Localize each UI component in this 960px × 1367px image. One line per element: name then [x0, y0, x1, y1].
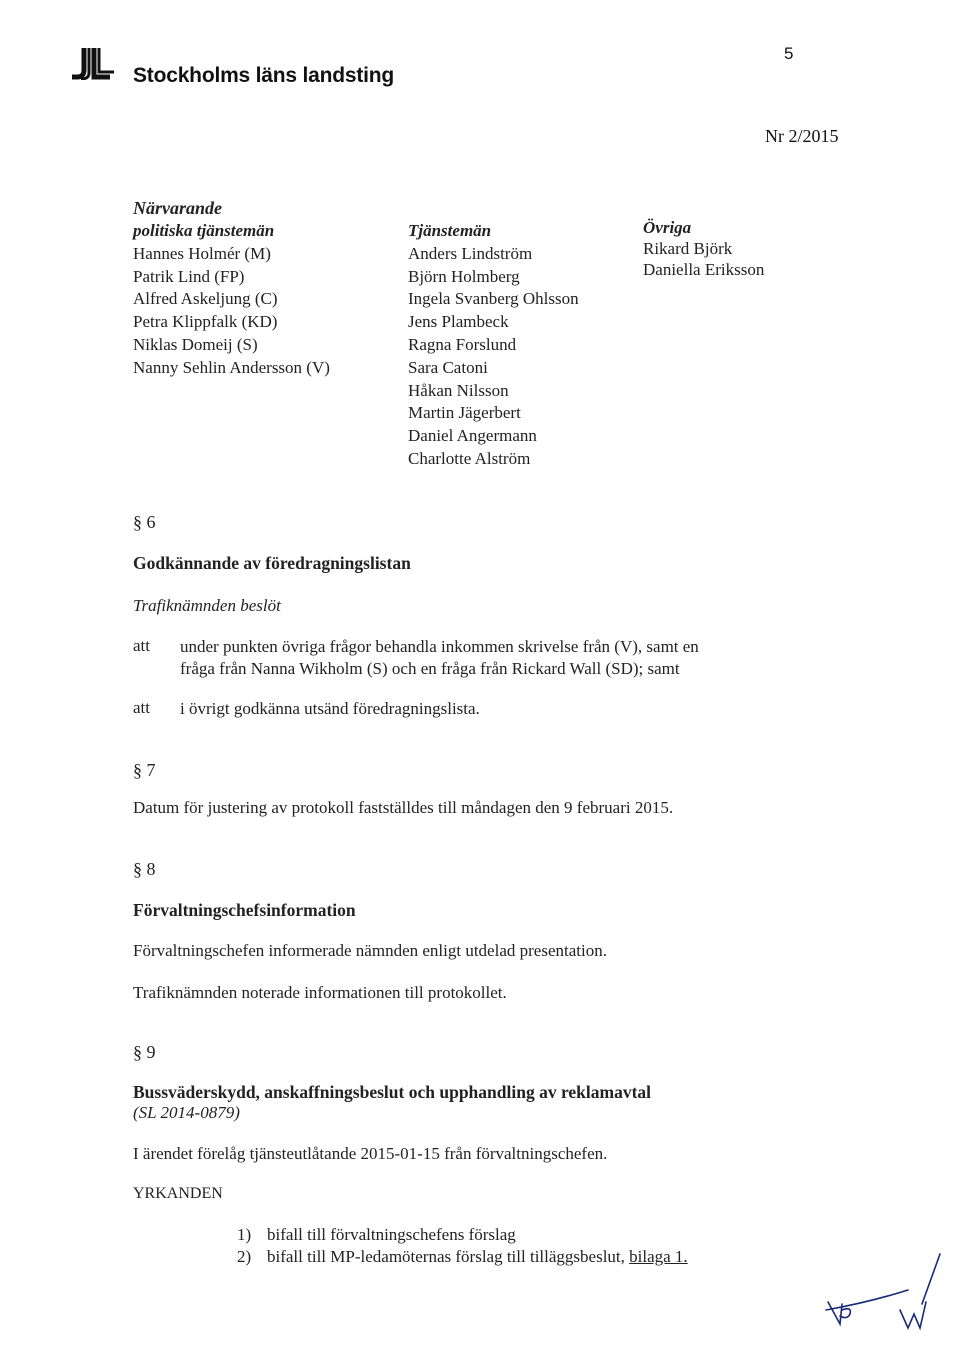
- attendee-name: Charlotte Alström: [408, 448, 531, 468]
- section-8-heading: Förvaltningschefsinformation: [133, 900, 356, 920]
- attendee-name: Björn Holmberg: [408, 266, 520, 286]
- section-6-heading: Godkännande av föredragningslistan: [133, 553, 411, 573]
- politicians-heading: politiska tjänstemän: [133, 221, 275, 240]
- attendee-name: Sara Catoni: [408, 357, 488, 377]
- section-9-number: § 9: [133, 1042, 156, 1062]
- others-heading: Övriga: [643, 218, 692, 237]
- section-7-number: § 7: [133, 760, 156, 780]
- yrkanden-label: YRKANDEN: [133, 1185, 223, 1202]
- others-column: [643, 217, 764, 280]
- officials-column: [408, 220, 579, 471]
- attendee-name: Alfred Askeljung (C): [133, 289, 278, 309]
- decision-item-1-line1: under punkten övriga frågor behandla inkommen skrivelse från (V), samt en: [180, 637, 699, 656]
- att-label: att: [133, 698, 150, 717]
- list-item-number: 2): [237, 1247, 252, 1266]
- attendee-name: Rikard Björk: [643, 239, 733, 258]
- attendee-name: Jens Plambeck: [408, 312, 509, 332]
- sll-logo: [70, 46, 132, 80]
- attendee-name: Ragna Forslund: [408, 334, 517, 354]
- officials-heading: Tjänstemän: [408, 221, 492, 240]
- attendee-name: Martin Jägerbert: [408, 403, 521, 423]
- list-item-text: bifall till förvaltningschefens förslag: [267, 1225, 516, 1244]
- list-item: [237, 1247, 688, 1267]
- list-item-number: 1): [237, 1225, 252, 1244]
- attendee-name: Niklas Domeij (S): [133, 334, 258, 354]
- section-9-text: I ärendet förelåg tjänsteutlåtande 2015-01-15 från förvaltningschefen.: [133, 1144, 608, 1163]
- attendee-name: Petra Klippfalk (KD): [133, 312, 278, 332]
- page-number: 5: [784, 44, 794, 63]
- list-item: [237, 1225, 516, 1245]
- section-9-heading: Bussväderskydd, anskaffningsbeslut och upphandling av reklamavtal: [133, 1082, 652, 1102]
- politicians-column: [133, 220, 330, 380]
- attendee-name: Nanny Sehlin Andersson (V): [133, 357, 330, 377]
- attendee-name: Håkan Nilsson: [408, 380, 509, 400]
- attendee-name: Daniel Angermann: [408, 426, 537, 446]
- attendee-name: Patrik Lind (FP): [133, 266, 245, 286]
- doc-number: Nr 2/2015: [765, 126, 839, 146]
- handwritten-initials: [820, 1250, 950, 1340]
- decision-item-1: [180, 636, 800, 680]
- section-7-text: Datum för justering av protokoll fastställdes till måndagen den 9 februari 2015.: [133, 798, 674, 817]
- section-9-reference: (SL 2014-0879): [133, 1103, 240, 1122]
- section-8-text-2: Trafiknämnden noterade informationen till protokollet.: [133, 983, 507, 1002]
- sll-logo-mark: [70, 46, 132, 80]
- att-label: att: [133, 636, 150, 655]
- decision-item-1-line2: fråga från Nanna Wikholm (S) och en fråga från Rickard Wall (SD); samt: [180, 659, 680, 678]
- section-8-text-1: Förvaltningschefen informerade nämnden enligt utdelad presentation.: [133, 941, 607, 960]
- decision-item-2: i övrigt godkänna utsänd föredragningslista.: [180, 699, 480, 718]
- org-name: Stockholms läns landsting: [133, 64, 395, 87]
- attendee-name: Daniella Eriksson: [643, 260, 765, 279]
- decision-intro: Trafiknämnden beslöt: [133, 596, 281, 615]
- list-item-text: bifall till MP-ledamöternas förslag till tilläggsbeslut,: [267, 1247, 630, 1266]
- attachment-link[interactable]: bilaga 1.: [629, 1247, 688, 1266]
- section-6-number: § 6: [133, 512, 156, 532]
- attendee-name: Anders Lindström: [408, 243, 533, 263]
- attendees-title: Närvarande: [133, 198, 222, 218]
- section-8-number: § 8: [133, 859, 156, 879]
- attendee-name: Hannes Holmér (M): [133, 243, 271, 263]
- attendee-name: Ingela Svanberg Ohlsson: [408, 289, 579, 309]
